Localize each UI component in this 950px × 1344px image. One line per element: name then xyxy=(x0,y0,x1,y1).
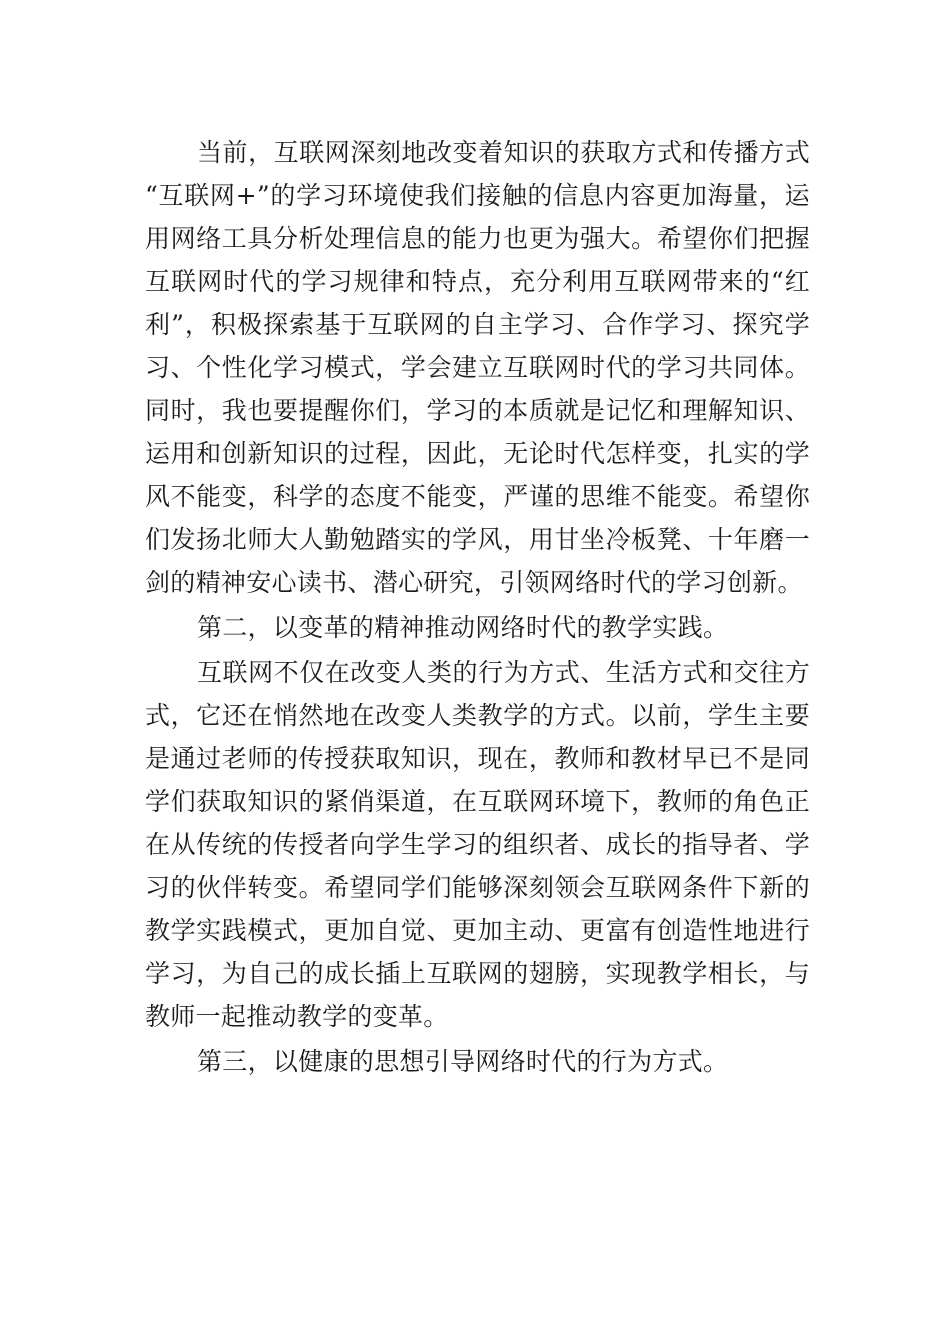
paragraph-line: 们发扬北师大人勤勉踏实的学风，用甘坐冷板凳、十年磨一 xyxy=(145,525,810,554)
paragraph-teaching-practice xyxy=(145,651,810,1038)
paragraph-line: 学们获取知识的紧俏渠道，在互联网环境下，教师的角色正 xyxy=(145,787,810,816)
paragraph-line: 在从传统的传授者向学生学习的组织者、成长的指导者、学 xyxy=(145,830,810,859)
paragraph-line: 学习，为自己的成长插上互联网的翅膀，实现教学相长，与 xyxy=(145,959,810,988)
section-heading-third: 第三，以健康的思想引导网络时代的行为方式。 xyxy=(197,1047,729,1076)
paragraph-line: 用网络工具分析处理信息的能力也更为强大。希望你们把握 xyxy=(145,224,810,253)
paragraph-line: 教师一起推动教学的变革。 xyxy=(145,1002,449,1031)
paragraph-internet-learning xyxy=(145,131,810,604)
paragraph-line: 教学实践模式，更加自觉、更加主动、更富有创造性地进行 xyxy=(145,916,810,945)
paragraph-line: 剑的精神安心读书、潜心研究，引领网络时代的学习创新。 xyxy=(145,568,803,597)
paragraph-line: 互联网不仅在改变人类的行为方式、生活方式和交往方 xyxy=(197,658,810,687)
paragraph-line: 是通过老师的传授获取知识，现在，教师和教材早已不是同 xyxy=(145,744,810,773)
paragraph-line: 利”，积极探索基于互联网的自主学习、合作学习、探究学 xyxy=(145,310,810,339)
paragraph-line: 当前，互联网深刻地改变着知识的获取方式和传播方式 xyxy=(197,138,810,167)
paragraph-line: 同时，我也要提醒你们，学习的本质就是记忆和理解知识、 xyxy=(145,396,810,425)
paragraph-line: 习的伙伴转变。希望同学们能够深刻领会互联网条件下新的 xyxy=(145,873,810,902)
paragraph-line: 风不能变，科学的态度不能变，严谨的思维不能变。希望你 xyxy=(145,482,810,511)
paragraph-line: 互联网时代的学习规律和特点，充分利用互联网带来的“红 xyxy=(145,267,810,296)
paragraph-line: 运用和创新知识的过程，因此，无论时代怎样变，扎实的学 xyxy=(145,439,810,468)
paragraph-line: 式，它还在悄然地在改变人类教学的方式。以前，学生主要 xyxy=(145,701,810,730)
document-body xyxy=(145,131,810,1085)
paragraph-line: 习、个性化学习模式，学会建立互联网时代的学习共同体。 xyxy=(145,353,810,382)
paragraph-line: “互联网+”的学习环境使我们接触的信息内容更加海量，运 xyxy=(145,181,810,210)
section-heading-second: 第二，以变革的精神推动网络时代的教学实践。 xyxy=(197,613,729,642)
